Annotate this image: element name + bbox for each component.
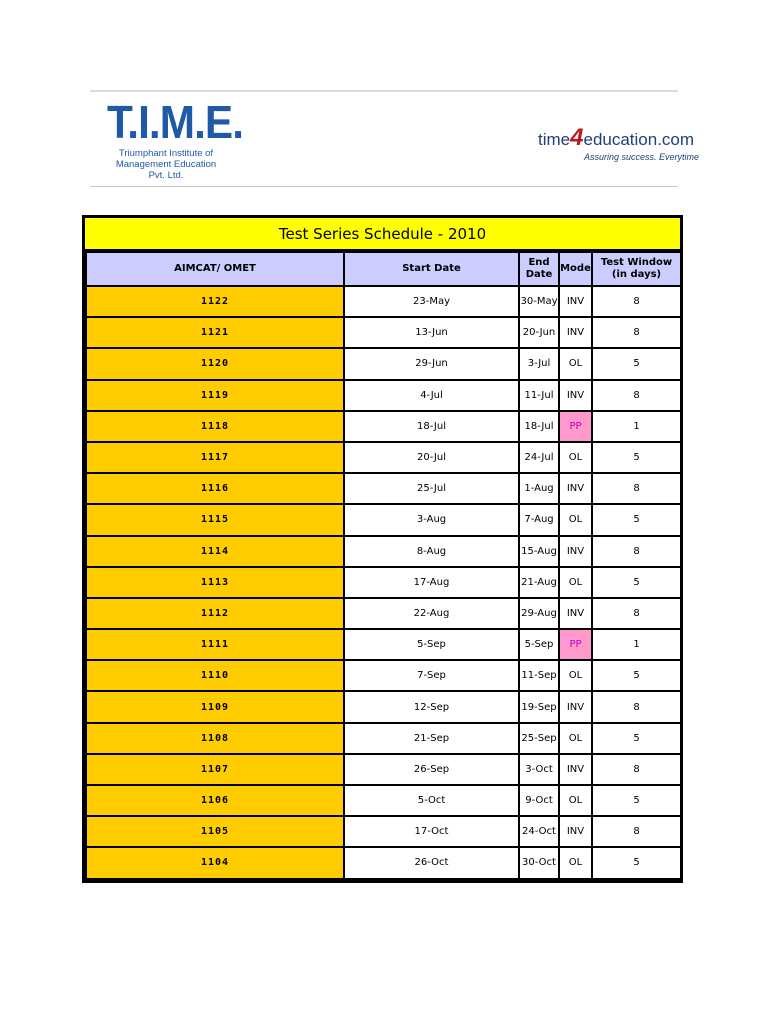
cell-id: 1105 [86,816,344,847]
table-row [86,473,681,504]
cell-mode: INV [559,380,592,411]
schedule-table-container [82,215,683,883]
table-row [86,411,681,442]
cell-id: 1106 [86,785,344,816]
cell-test-window: 5 [592,847,681,878]
cell-id: 1122 [86,286,344,317]
col-header-end: End Date [519,252,559,286]
time-logo-line1: Triumphant Institute of [118,148,214,159]
cell-end-date: 9-Oct [519,785,559,816]
cell-id: 1110 [86,660,344,691]
table-body [86,286,681,879]
cell-mode: PP [559,411,592,442]
table-row [86,348,681,379]
cell-start-date: 5-Sep [344,629,519,660]
cell-test-window: 8 [592,286,681,317]
cell-id: 1113 [86,567,344,598]
col-header-start: Start Date [344,252,519,286]
cell-mode: INV [559,286,592,317]
cell-test-window: 5 [592,504,681,535]
cell-mode: OL [559,442,592,473]
cell-id: 1111 [86,629,344,660]
cell-end-date: 25-Sep [519,723,559,754]
header-top-rule [90,90,678,92]
logo-suffix: education.com [583,130,695,149]
time4education-logo [538,124,700,168]
cell-test-window: 8 [592,691,681,722]
cell-id: 1116 [86,473,344,504]
cell-id: 1119 [86,380,344,411]
cell-mode: INV [559,754,592,785]
cell-test-window: 5 [592,785,681,816]
cell-end-date: 18-Jul [519,411,559,442]
cell-id: 1112 [86,598,344,629]
time4education-wordmark [538,124,695,151]
cell-test-window: 8 [592,598,681,629]
cell-start-date: 7-Sep [344,660,519,691]
cell-mode: INV [559,691,592,722]
schedule-title: Test Series Schedule - 2010 [85,218,680,251]
cell-test-window: 8 [592,754,681,785]
cell-start-date: 13-Jun [344,317,519,348]
cell-mode: INV [559,598,592,629]
cell-test-window: 5 [592,442,681,473]
cell-end-date: 11-Jul [519,380,559,411]
cell-start-date: 21-Sep [344,723,519,754]
cell-start-date: 23-May [344,286,519,317]
cell-test-window: 8 [592,473,681,504]
cell-start-date: 29-Jun [344,348,519,379]
cell-id: 1118 [86,411,344,442]
cell-start-date: 4-Jul [344,380,519,411]
cell-end-date: 19-Sep [519,691,559,722]
col-header-id: AIMCAT/ OMET [86,252,344,286]
cell-test-window: 1 [592,629,681,660]
cell-test-window: 8 [592,816,681,847]
cell-end-date: 5-Sep [519,629,559,660]
logo-prefix: time [538,130,571,149]
cell-mode: INV [559,816,592,847]
cell-end-date: 20-Jun [519,317,559,348]
table-row [86,723,681,754]
cell-start-date: 17-Aug [344,567,519,598]
table-row [86,785,681,816]
table-row [86,754,681,785]
cell-id: 1121 [86,317,344,348]
cell-id: 1108 [86,723,344,754]
table-header-row [86,252,681,286]
cell-start-date: 26-Oct [344,847,519,878]
cell-end-date: 30-Oct [519,847,559,878]
table-row [86,629,681,660]
cell-start-date: 5-Oct [344,785,519,816]
table-row [86,504,681,535]
table-row [86,380,681,411]
logo-digit: 4 [570,124,584,151]
cell-end-date: 15-Aug [519,536,559,567]
cell-start-date: 26-Sep [344,754,519,785]
cell-mode: OL [559,785,592,816]
cell-mode: INV [559,473,592,504]
table-row [86,598,681,629]
cell-id: 1104 [86,847,344,878]
cell-end-date: 24-Jul [519,442,559,473]
cell-end-date: 7-Aug [519,504,559,535]
logo-tagline: Assuring success. Everytime [584,152,700,162]
cell-end-date: 21-Aug [519,567,559,598]
cell-id: 1115 [86,504,344,535]
cell-end-date: 29-Aug [519,598,559,629]
cell-mode: INV [559,536,592,567]
table-row [86,442,681,473]
time-logo-subtitle [107,148,225,181]
cell-mode: OL [559,847,592,878]
cell-test-window: 5 [592,567,681,598]
cell-start-date: 12-Sep [344,691,519,722]
cell-start-date: 22-Aug [344,598,519,629]
cell-id: 1107 [86,754,344,785]
cell-start-date: 17-Oct [344,816,519,847]
cell-mode: PP [559,629,592,660]
table-row [86,317,681,348]
cell-end-date: 1-Aug [519,473,559,504]
header-bottom-rule [90,186,678,187]
time-logo [107,96,244,181]
cell-start-date: 3-Aug [344,504,519,535]
table-row [86,567,681,598]
cell-mode: OL [559,660,592,691]
cell-end-date: 30-May [519,286,559,317]
cell-start-date: 8-Aug [344,536,519,567]
table-row [86,536,681,567]
cell-end-date: 11-Sep [519,660,559,691]
table-row [86,816,681,847]
cell-id: 1117 [86,442,344,473]
cell-end-date: 3-Jul [519,348,559,379]
schedule-table [85,251,682,880]
table-row [86,660,681,691]
cell-mode: OL [559,567,592,598]
cell-test-window: 8 [592,380,681,411]
cell-test-window: 8 [592,536,681,567]
cell-test-window: 1 [592,411,681,442]
cell-end-date: 3-Oct [519,754,559,785]
col-header-window: Test Window (in days) [592,252,681,286]
cell-test-window: 5 [592,723,681,754]
cell-test-window: 5 [592,660,681,691]
cell-mode: OL [559,504,592,535]
cell-id: 1120 [86,348,344,379]
cell-start-date: 18-Jul [344,411,519,442]
cell-id: 1114 [86,536,344,567]
time-logo-line2: Management Education Pvt. Ltd. [115,159,217,181]
cell-mode: OL [559,723,592,754]
cell-id: 1109 [86,691,344,722]
cell-start-date: 25-Jul [344,473,519,504]
table-row [86,286,681,317]
cell-start-date: 20-Jul [344,442,519,473]
cell-end-date: 24-Oct [519,816,559,847]
time-logo-name: T.I.M.E. [107,96,244,148]
cell-mode: OL [559,348,592,379]
cell-mode: INV [559,317,592,348]
cell-test-window: 8 [592,317,681,348]
cell-test-window: 5 [592,348,681,379]
table-row [86,847,681,878]
col-header-mode: Mode [559,252,592,286]
table-row [86,691,681,722]
